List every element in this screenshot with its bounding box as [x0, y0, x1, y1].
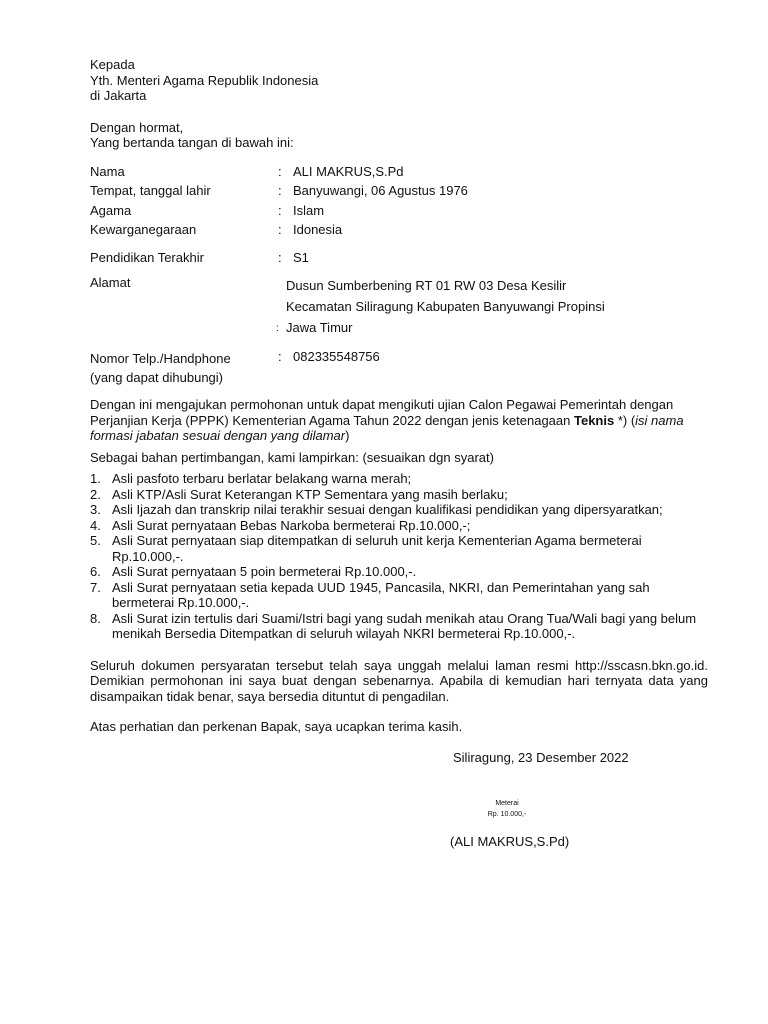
identity-table	[90, 164, 708, 270]
list-item	[90, 487, 708, 503]
list-item	[90, 564, 708, 580]
identity-value: Islam	[293, 202, 325, 218]
identity-label: Kewarganegaraan	[90, 222, 197, 237]
identity-value: Banyuwangi, 06 Agustus 1976	[293, 183, 468, 198]
list-number: 2.	[90, 486, 101, 502]
place-date: Siliragung, 23 Desember 2022	[453, 749, 629, 765]
phone-colon: :	[278, 349, 282, 364]
recipient-line-1: Kepada	[90, 57, 135, 72]
greeting-block	[90, 120, 708, 151]
meterai-stamp	[454, 798, 560, 820]
identity-label: Agama	[90, 202, 132, 218]
identity-value: Idonesia	[293, 222, 343, 237]
application-type: Teknis	[574, 412, 615, 428]
identity-row-nama	[90, 164, 708, 184]
greeting-line-2: Yang bertanda tangan di bawah ini:	[90, 135, 294, 150]
address-value	[286, 275, 605, 338]
application-text: Dengan ini mengajukan permohonan untuk dapat mengikuti ujian Calon Pegawai Pemerintah dengan Perjanjian Kerja (PPPK) Kementerian Agama Tahun 2022 dengan jenis ketenagaan	[90, 397, 674, 428]
identity-colon: :	[278, 249, 282, 265]
list-item	[90, 533, 708, 564]
identity-label: Nama	[90, 163, 125, 179]
phone-sublabel: (yang dapat dihubungi)	[90, 370, 223, 385]
thanks-line: Atas perhatian dan perkenan Bapak, saya ucapkan terima kasih.	[90, 719, 463, 734]
list-text: Asli pasfoto terbaru berlatar belakang warna merah;	[112, 471, 412, 486]
identity-row-alamat	[90, 275, 708, 337]
list-item	[90, 471, 708, 487]
identity-row-ttl	[90, 183, 708, 203]
list-text: Asli Surat izin tertulis dari Suami/Istri bagi yang sudah menikah atau Orang Tua/Wali bagi yang belum menikah Bersedia Ditempatkan di seluruh wilayah NKRI bermeterai Rp.10.000,-.	[112, 610, 697, 641]
attachments-list	[90, 471, 708, 642]
list-text: Asli Surat pernyataan 5 poin bermeterai Rp.10.000,-.	[112, 564, 417, 579]
identity-value: S1	[293, 249, 309, 265]
signature-name: (ALI MAKRUS,S.Pd)	[450, 834, 570, 849]
list-number: 5.	[90, 533, 101, 548]
list-text: Asli Surat pernyataan siap ditempatkan di seluruh unit kerja Kementerian Agama bermeterai Rp.10.000,-.	[112, 533, 642, 564]
identity-label: Tempat, tanggal lahir	[90, 183, 211, 198]
address-line-2: Kecamatan Siliragung Kabupaten Banyuwangi Propinsi	[286, 299, 605, 314]
list-number: 6.	[90, 564, 101, 579]
list-item	[90, 611, 708, 642]
phone-value: 082335548756	[293, 349, 380, 364]
closing-paragraph: Seluruh dokumen persyaratan tersebut telah saya unggah melalui laman resmi http://sscasn.bkn.go.id. Demikian permohonan ini saya buat dengan sebenarnya. Apabila di kemudian hari ternyata data yang disampaikan tidak benar, saya bersedia dituntut di pengadilan.	[90, 657, 708, 704]
list-item	[90, 502, 708, 518]
recipient-line-2: Yth. Menteri Agama Republik Indonesia	[90, 72, 319, 88]
list-number: 4.	[90, 517, 101, 533]
meterai-line-2: Rp. 10.000,-	[487, 811, 527, 818]
letter-page	[90, 57, 708, 850]
application-mark: *) (	[614, 412, 636, 428]
list-item	[90, 580, 708, 611]
identity-row-kewarganegaraan	[90, 222, 708, 242]
identity-colon: :	[278, 183, 282, 198]
identity-colon: :	[278, 222, 282, 237]
list-item	[90, 518, 708, 534]
application-note: isi nama formasi jabatan sesuai dengan yang dilamar	[90, 412, 684, 443]
identity-label: Pendidikan Terakhir	[90, 249, 204, 265]
attachments-intro: Sebagai bahan pertimbangan, kami lampirkan: (sesuaikan dgn syarat)	[90, 449, 494, 465]
identity-row-phone	[90, 349, 708, 385]
list-text: Asli Surat pernyataan Bebas Narkoba bermeterai Rp.10.000,-;	[112, 517, 471, 533]
identity-row-agama	[90, 203, 708, 223]
recipient-block	[90, 57, 708, 104]
meterai-line-1: Meterai	[495, 800, 519, 807]
list-text: Asli Ijazah dan transkrip nilai terakhir sesuai dengan kualifikasi pendidikan yang dipersyaratkan;	[112, 502, 663, 517]
phone-label-block	[90, 349, 231, 387]
identity-value: ALI MAKRUS,S.Pd	[293, 163, 404, 179]
list-text: Asli Surat pernyataan setia kepada UUD 1945, Pancasila, NKRI, dan Pemerintahan yang sah bermeterai Rp.10.000,-.	[112, 579, 650, 610]
list-text: Asli KTP/Asli Surat Keterangan KTP Sementara yang masih berlaku;	[112, 486, 508, 502]
greeting-line-1: Dengan hormat,	[90, 119, 184, 135]
list-number: 7.	[90, 579, 101, 595]
list-number: 3.	[90, 502, 101, 517]
address-colon: :	[276, 323, 279, 334]
identity-colon: :	[278, 163, 282, 179]
address-line-3: Jawa Timur	[286, 320, 353, 335]
identity-row-pendidikan	[90, 250, 708, 270]
application-close: )	[345, 428, 350, 443]
recipient-line-3: di Jakarta	[90, 88, 147, 103]
phone-label: Nomor Telp./Handphone	[90, 351, 231, 366]
identity-colon: :	[278, 202, 282, 218]
list-number: 8.	[90, 610, 101, 626]
address-label: Alamat	[90, 275, 131, 290]
address-line-1: Dusun Sumberbening RT 01 RW 03 Desa Kesilir	[286, 278, 567, 293]
application-paragraph	[90, 397, 708, 444]
list-number: 1.	[90, 471, 101, 486]
